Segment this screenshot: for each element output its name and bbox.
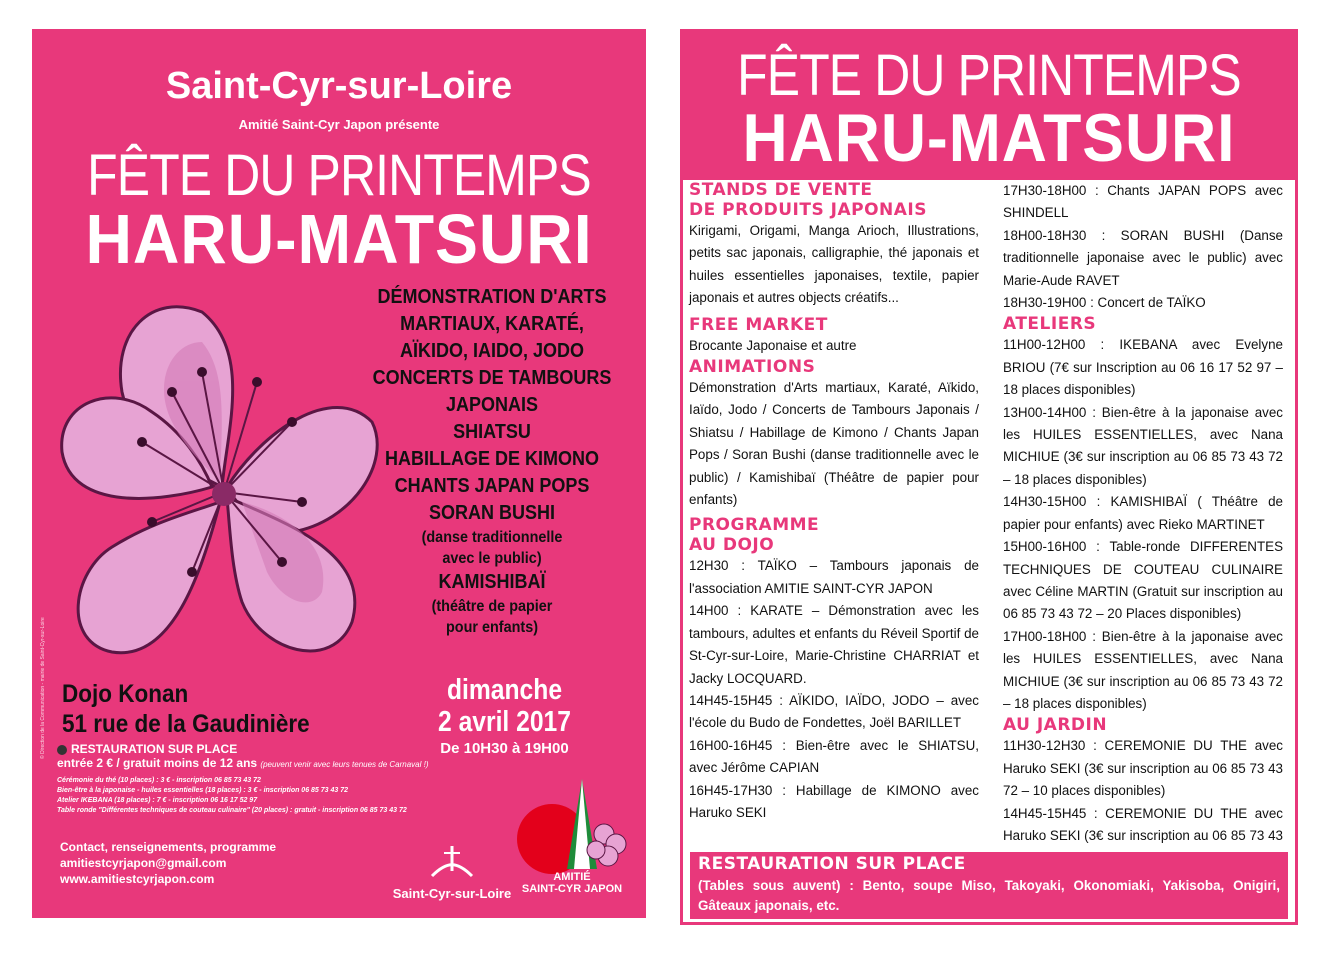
restauration-heading: RESTAURATION SUR PLACE: [698, 854, 966, 874]
program-item: 11H00-12H00 : IKEBANA avec Evelyne BRIOU (7€ sur Inscription au 06 16 17 52 97 – 18 places disponibles): [1003, 337, 1283, 398]
association-logo: [512, 774, 632, 904]
festival-poster: [32, 29, 646, 918]
program-right-column: [1003, 180, 1283, 870]
activity-line: (théâtre de papier: [431, 598, 553, 615]
animations-heading: ANIMATIONS: [689, 357, 816, 378]
rising-sun-blossom-icon: [512, 774, 632, 874]
cherry-blossom-illustration: [52, 272, 392, 692]
program-header: [683, 32, 1295, 180]
program-item: 17H00-18H00 : Bien-être à la japonaise avec les HUILES ESSENTIELLES, avec Nana MICHIUE (3€ sur inscription au 06 85 73 43 72 – 18 places disponibles): [1003, 628, 1283, 711]
poster-resto-title: RESTAURATION SUR PLACE: [71, 742, 238, 756]
venue-address: 51 rue de la Gaudinière: [62, 710, 310, 738]
workshop-line: Cérémonie du thé (10 places) : 3 € - inscription 06 85 73 43 72: [57, 777, 261, 784]
program-title-haru: HARU-MATSURI: [742, 100, 1236, 176]
entry-note: (peuvent venir avec leurs tenues de Carnaval !): [260, 760, 429, 769]
ateliers-heading: ATELIERS: [1003, 314, 1097, 335]
activity-line: MARTIAUX, KARATÉ,: [400, 313, 584, 335]
date-full: 2 avril 2017: [438, 706, 571, 738]
city-logo-icon: [422, 841, 482, 881]
free-market-heading: FREE MARKET: [689, 314, 828, 335]
activity-line: JAPONAIS: [445, 394, 539, 416]
program-item: 12H30 : TAÏKO – Tambours japonais de l'association AMITIE SAINT-CYR JAPON: [689, 558, 979, 596]
dojo-program-list-continued: [1003, 180, 1283, 314]
activity-line: CONCERTS DE TAMBOURS: [372, 367, 612, 389]
program-item: 16H45-17H30 : Habillage de KIMONO avec Haruko SEKI: [689, 782, 979, 820]
ateliers-list: [1003, 334, 1283, 715]
poster-info-block: [57, 742, 527, 816]
venue-name: Dojo Konan: [62, 680, 189, 708]
program-title-fete: FÊTE DU PRINTEMPS: [737, 43, 1241, 108]
poster-title-fete: FÊTE DU PRINTEMPS: [87, 143, 591, 208]
activity-line: (danse traditionnelle: [421, 529, 563, 546]
activity-line: avec le public): [442, 550, 542, 567]
stands-heading-line1: STANDS DE VENTE: [689, 180, 873, 200]
workshop-line: Table ronde "Différentes techniques de couteau culinaire" (20 places) : gratuit - inscription 06 85 73 43 72: [57, 807, 407, 814]
date-day: dimanche: [446, 674, 563, 706]
program-item: 14H45-15H45 : CEREMONIE DU THE avec Haruko SEKI (3€ sur inscription au 06 85 73 43: [1003, 805, 1283, 843]
animations-text: Démonstration d'Arts martiaux, Karaté, Aïkido, Iaïdo, Jodo / Concerts de Tambours Japonais / Shiatsu / Habillage de Kimono / Chants Japan Pops / Soran Bushi (danse traditionnelle avec le public) / Kamishibaï (Théâtre de papier pour enfants): [689, 380, 979, 508]
program-item: 16H00-16H45 : Bien-être avec le SHIATSU, avec Jérôme CAPIAN: [689, 737, 979, 776]
activities-list: [352, 284, 632, 638]
restauration-text: (Tables sous auvent) : Bento, soupe Miso, Takoyaki, Okonomiaki, Yakisoba, Onigiri, Gâteaux japonais, etc.: [698, 878, 1280, 913]
association-logo-line2: SAINT-CYR JAPON: [521, 883, 623, 895]
jardin-list: [1003, 735, 1283, 869]
program-item: 14H30-15H00 : KAMISHIBAÏ ( Théâtre de papier pour enfants) avec Rieko MARTINET: [1003, 494, 1283, 532]
contact-email[interactable]: amitiestcyrjapon@gmail.com: [60, 856, 227, 870]
program-item: 15H00-16H00 : Table-ronde DIFFERENTES TECHNIQUES DE COUTEAU CULINAIRE avec Céline MARTIN (Gratuit sur inscription au 06 85 73 43 72 – 20 Places disponibles): [1003, 539, 1283, 622]
activity-line: SHIATSU: [453, 421, 531, 443]
contact-title: Contact, renseignements, programme: [60, 840, 277, 854]
contact-block: [60, 839, 276, 887]
jardin-heading: AU JARDIN: [1003, 715, 1108, 736]
entry-price: entrée 2 € / gratuit moins de 12 ans: [57, 756, 258, 770]
city-logo: [377, 841, 527, 901]
program-sheet: [680, 29, 1298, 925]
program-item: 18H30-19H00 : Concert de TAÏKO: [1003, 295, 1206, 311]
dojo-program-list: [689, 555, 979, 824]
program-item: 18H00-18H30 : SORAN BUSHI (Danse traditionnelle japonaise avec le public) avec Marie-Aude RAVET: [1003, 227, 1283, 288]
city-logo-label: Saint-Cyr-sur-Loire: [392, 886, 512, 901]
workshop-line: Bien-être à la japonaise - huiles essentielles (18 places) : 3 € - inscription 06 85 73 43 72: [57, 787, 349, 794]
association-logo-line1: AMITIÉ: [553, 871, 591, 883]
badge-icon: [57, 745, 67, 755]
activity-line: AÏKIDO, IAIDO, JODO: [399, 340, 585, 362]
free-market-text: Brocante Japonaise et autre: [689, 337, 857, 353]
dojo-heading-line2: AU DOJO: [689, 535, 775, 556]
program-item: 14H45-15H45 : AÏKIDO, IAÏDO, JODO – avec l'école du Budo de Fondettes, Joël BARILLET: [689, 692, 979, 731]
stands-text: Kirigami, Origami, Manga Arioch, Illustrations, petits sac japonais, calligraphie, thé japonais et huiles essentielles japonaises, textile, papier japonais et autres objects créatifs...: [689, 223, 979, 306]
activity-line: CHANTS JAPAN POPS: [394, 475, 590, 497]
workshop-line: Atelier IKEBANA (18 places) : 7 € - inscription 06 16 17 52 97: [57, 797, 258, 804]
activity-line: HABILLAGE DE KIMONO: [384, 448, 600, 470]
program-left-column: [689, 180, 979, 824]
opening-hours: De 10H30 à 19H00: [440, 740, 569, 757]
program-item: 17H30-18H00 : Chants JAPAN POPS avec SHINDELL: [1003, 183, 1283, 221]
poster-title-haru: HARU-MATSURI: [85, 200, 593, 278]
program-item: 14H00 : KARATE – Démonstration avec les tambours, adultes et enfants du Réveil Sportif de St-Cyr-sur-Loire, Marie-Christine CHARRIAT et Jacky LOCQUARD.: [689, 603, 979, 686]
poster-credit: © Direction de la Communication - mairie de Saint-Cyr-sur-Loire: [40, 617, 46, 759]
activity-line: SORAN BUSHI: [428, 502, 555, 524]
dojo-heading-line1: PROGRAMME: [689, 515, 820, 536]
activity-line: KAMISHIBAÏ: [438, 571, 546, 593]
program-item: 11H30-12H30 : CEREMONIE DU THE avec Haruko SEKI (3€ sur inscription au 06 85 73 43 72 – 10 places disponibles): [1003, 738, 1283, 799]
stands-heading-line2: DE PRODUITS JAPONAIS: [689, 200, 927, 220]
venue-block: [62, 679, 310, 739]
poster-city-name: Saint-Cyr-sur-Loire: [165, 65, 513, 107]
activity-line: pour enfants): [446, 619, 538, 636]
restauration-box: [690, 852, 1288, 919]
contact-website[interactable]: www.amitiestcyrjapon.com: [60, 872, 215, 886]
poster-presents-line: Amitié Saint-Cyr Japon présente: [238, 117, 440, 132]
program-item: 13H00-14H00 : Bien-être à la japonaise avec les HUILES ESSENTIELLES, avec Nana MICHIUE (3€ sur inscription au 06 85 73 43 72 – 18 places disponibles): [1003, 404, 1283, 487]
activity-line: DÉMONSTRATION D'ARTS: [377, 286, 607, 308]
